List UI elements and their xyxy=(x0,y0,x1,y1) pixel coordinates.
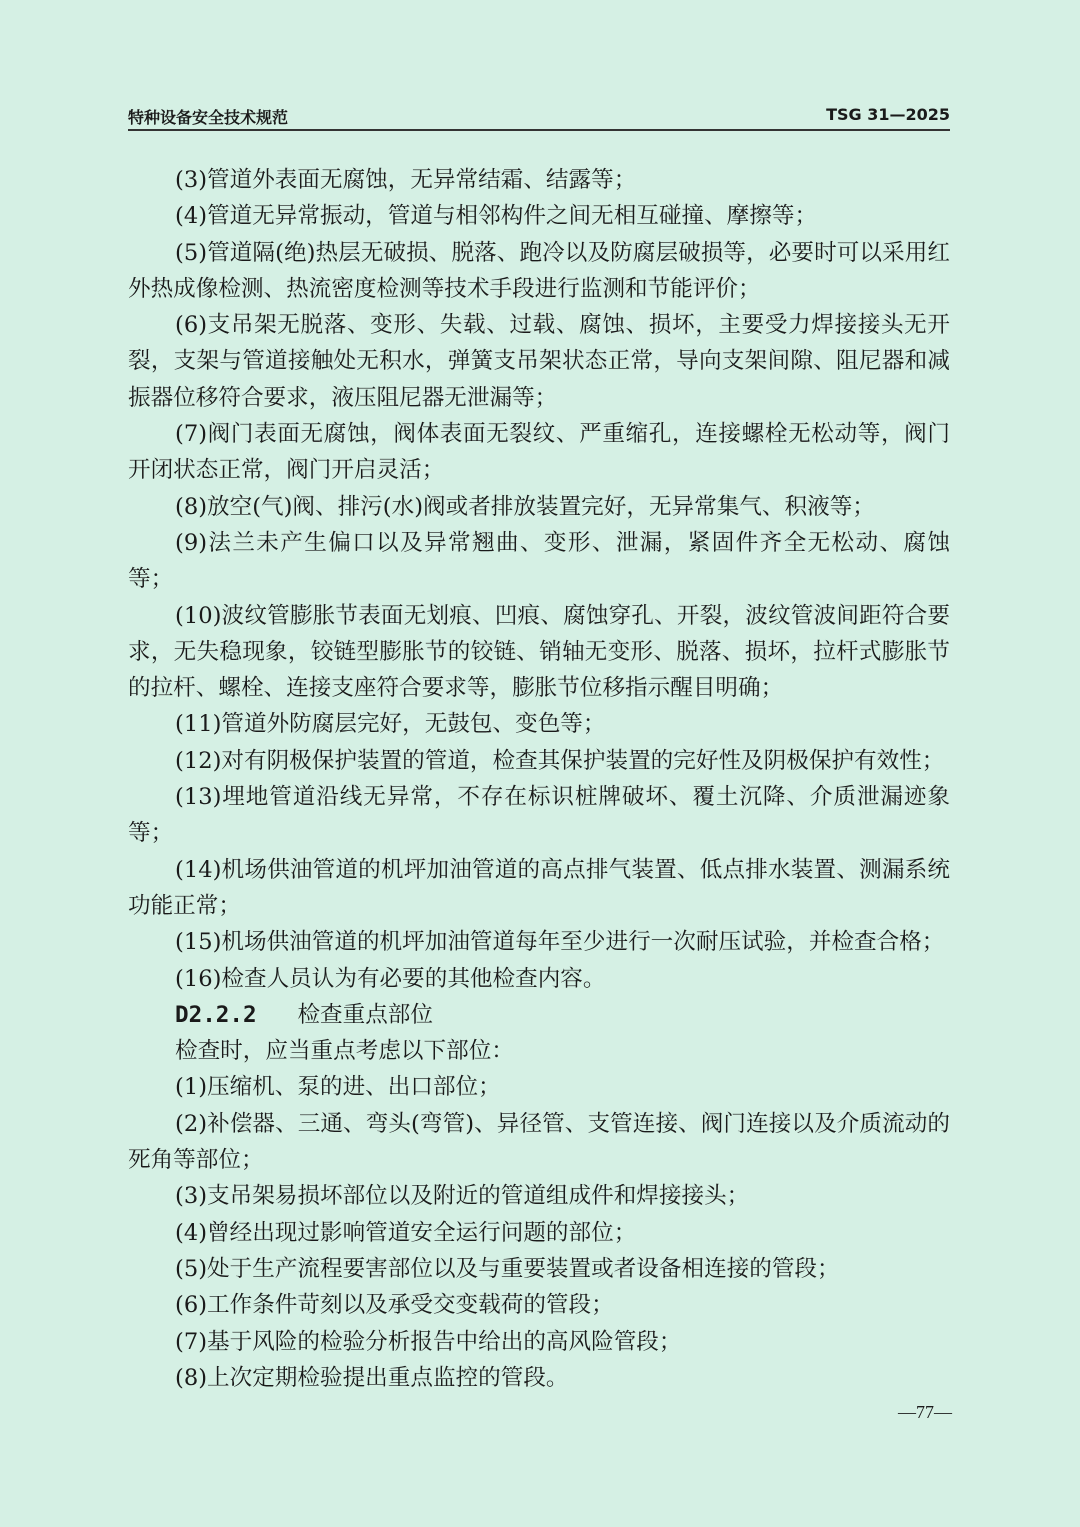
paragraph: (10)波纹管膨胀节表面无划痕、凹痕、腐蚀穿孔、开裂，波纹管波间距符合要求，无失稳现象，铰链型膨胀节的铰链、销轴无变形、脱落、损坏，拉杆式膨胀节的拉杆、螺栓、连接支座符合要求等，膨胀节位移指示醒目明确； xyxy=(128,602,950,702)
paragraph: (6)工作条件苛刻以及承受交变载荷的管段； xyxy=(175,1292,614,1319)
paragraph: (4)曾经出现过影响管道安全运行问题的部位； xyxy=(175,1219,637,1246)
paragraph: (3)支吊架易损坏部位以及附近的管道组成件和焊接接头； xyxy=(175,1183,750,1210)
page-number: —77— xyxy=(898,1402,952,1422)
section-title: 检查重点部位 xyxy=(297,1001,433,1028)
paragraph: (9)法兰未产生偏口以及异常翘曲、变形、泄漏，紧固件齐全无松动、腐蚀等； xyxy=(128,529,950,593)
page-body xyxy=(128,162,950,1396)
paragraph: (8)上次定期检验提出重点监控的管段。 xyxy=(175,1364,569,1391)
paragraph: (11)管道外防腐层完好，无鼓包、变色等； xyxy=(175,711,606,738)
paragraph: (13)埋地管道沿线无异常，不存在标识桩牌破坏、覆土沉降、介质泄漏迹象等； xyxy=(128,784,950,847)
header-code: TSG 31—2025 xyxy=(826,105,950,124)
paragraph: 检查时，应当重点考虑以下部位： xyxy=(175,1038,514,1065)
paragraph: (4)管道无异常振动，管道与相邻构件之间无相互碰撞、摩擦等； xyxy=(175,203,818,230)
paragraph: (5)管道隔(绝)热层无破损、脱落、跑冷以及防腐层破损等，必要时可以采用红外热成像检测、热流密度检测等技术手段进行监测和节能评价； xyxy=(128,239,950,302)
paragraph: (2)补偿器、三通、弯头(弯管)、异径管、支管连接、阀门连接以及介质流动的死角等部位； xyxy=(128,1110,950,1174)
paragraph: (3)管道外表面无腐蚀，无异常结霜、结露等； xyxy=(175,167,637,193)
paragraph: (7)基于风险的检验分析报告中给出的高风险管段； xyxy=(175,1328,682,1355)
section-heading xyxy=(128,997,950,1033)
paragraph: (7)阀门表面无腐蚀，阀体表面无裂纹、严重缩孔，连接螺栓无松动等，阀门开闭状态正常，阀门开启灵活； xyxy=(128,421,950,484)
paragraph: (6)支吊架无脱落、变形、失载、过载、腐蚀、损坏，主要受力焊接接头无开裂，支架与管道接触处无积水，弹簧支吊架状态正常，导向支架间隙、阻尼器和减振器位移符合要求，液压阻尼器无泄漏等； xyxy=(128,312,950,411)
paragraph: (1)压缩机、泵的进、出口部位； xyxy=(175,1074,501,1101)
paragraph: (12)对有阴极保护装置的管道，检查其保护装置的完好性及阴极保护有效性； xyxy=(175,747,945,774)
section-number: D2.2.2 xyxy=(175,1001,257,1028)
paragraph: (14)机场供油管道的机坪加油管道的高点排气装置、低点排水装置、测漏系统功能正常； xyxy=(128,856,950,919)
header-title: 特种设备安全技术规范 xyxy=(128,108,289,127)
paragraph: (5)处于生产流程要害部位以及与重要装置或者设备相连接的管段； xyxy=(175,1255,840,1282)
paragraph: (8)放空(气)阀、排污(水)阀或者排放装置完好，无异常集气、积液等； xyxy=(175,493,875,520)
page-header xyxy=(128,103,950,131)
paragraph: (16)检查人员认为有必要的其他检查内容。 xyxy=(175,965,606,992)
paragraph: (15)机场供油管道的机坪加油管道每年至少进行一次耐压试验，并检查合格； xyxy=(175,929,945,956)
